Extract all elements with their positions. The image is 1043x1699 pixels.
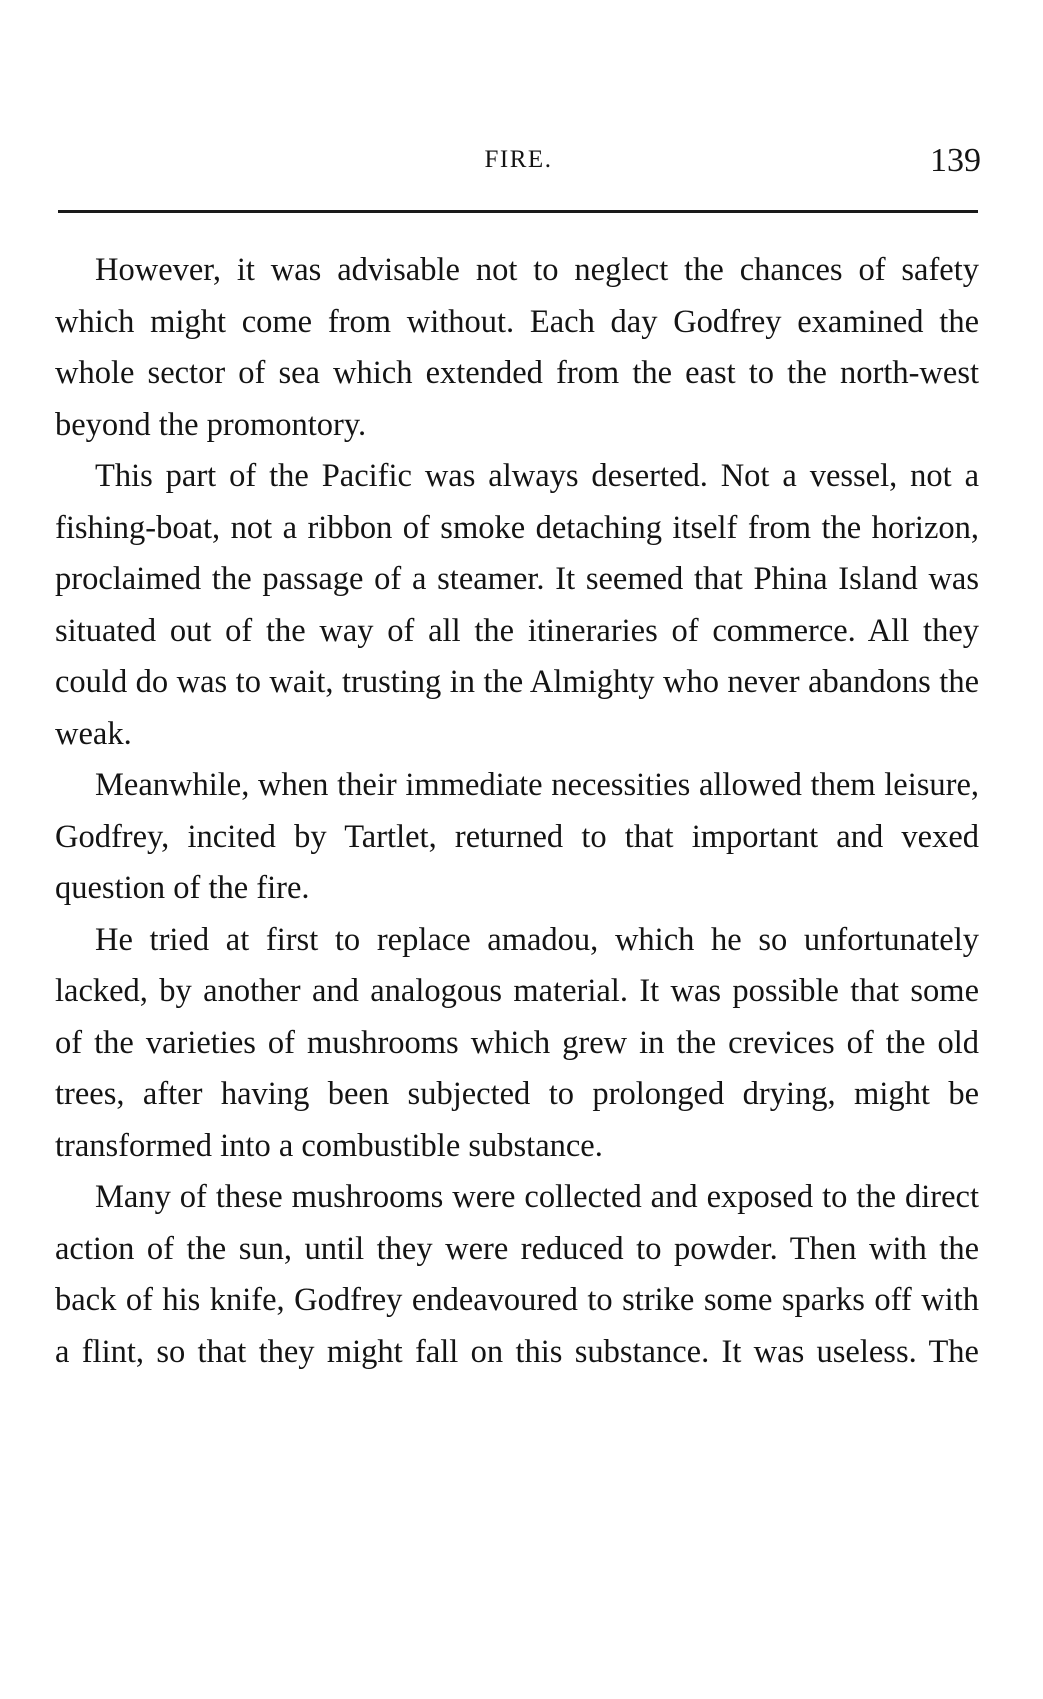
body-text: [55, 245, 979, 1378]
page-number: 139: [930, 142, 981, 179]
paragraph: Many of these mushrooms were collected and exposed to the direct action of the sun, until they were reduced to powder. Then with the back of his knife, Godfrey endeavoured to strike some sparks off with a flint, so that they might fall on this substance. It was useless. The: [55, 1179, 979, 1370]
running-head: [56, 142, 981, 182]
header-rule: [58, 210, 978, 213]
paragraph: However, it was advisable not to neglect the chances of safety which might come from without. Each day Godfrey examined the whole sector of sea which extended from the east to the north-west beyond the promontory.: [55, 252, 979, 443]
paragraph: This part of the Pacific was always deserted. Not a vessel, not a fishing-boat, not a ribbon of smoke detaching itself from the horizon, proclaimed the passage of a steamer. It seemed that Phina Island was situated out of the way of all the itineraries of commerce. All they could do was to wait, trusting in the Almighty who never abandons the weak.: [55, 458, 979, 752]
paragraph: Meanwhile, when their immediate necessities allowed them leisure, Godfrey, incited by Tartlet, returned to that important and vexed question of the fire.: [55, 767, 979, 906]
running-title: FIRE.: [484, 146, 553, 173]
paragraph: He tried at first to replace amadou, which he so unfortunately lacked, by another and analogous material. It was possible that some of the varieties of mushrooms which grew in the crevices of the old trees, after having been subjected to prolonged drying, might be transformed into a combustible substance.: [55, 921, 979, 1164]
